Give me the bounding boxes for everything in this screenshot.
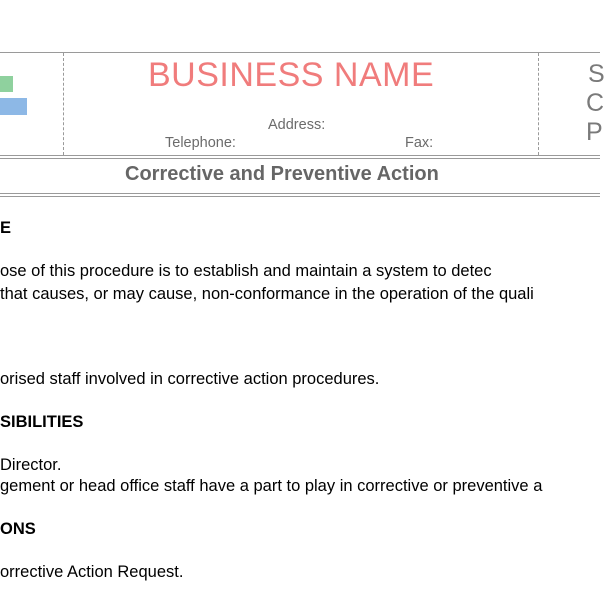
right-column-letter-2: C: [586, 89, 605, 117]
responsibilities-line-2: gement or head office staff have a part to play in corrective or preventive a: [0, 477, 543, 495]
header-divider-left: [63, 53, 64, 155]
right-column-letter-1: S: [588, 60, 605, 88]
title-top-border: [0, 158, 600, 159]
purpose-heading: E: [0, 219, 12, 237]
header-divider-right: [538, 53, 539, 155]
address-label: Address:: [268, 117, 326, 133]
purpose-line-2: that causes, or may cause, non-conformance in the operation of the quali: [0, 285, 534, 303]
responsibilities-heading: SIBILITIES: [0, 413, 84, 431]
purpose-line-1: ose of this procedure is to establish and maintain a system to detec: [0, 262, 492, 280]
logo-bar-blue: [0, 98, 27, 115]
header-bottom-border: [0, 155, 600, 156]
title-bottom-border-double: [0, 196, 600, 197]
title-bottom-border: [0, 193, 600, 194]
telephone-label: Telephone:: [165, 135, 236, 151]
document-title: Corrective and Preventive Action: [125, 163, 439, 185]
right-column-letter-3: P: [586, 118, 603, 146]
responsibilities-line-1: Director.: [0, 456, 62, 474]
header-top-border: [0, 52, 600, 53]
definitions-line-1: orrective Action Request.: [0, 563, 184, 581]
logo-bar-green: [0, 76, 13, 92]
business-name: BUSINESS NAME: [148, 56, 435, 94]
scope-line-1: orised staff involved in corrective action procedures.: [0, 370, 380, 388]
definitions-heading: ONS: [0, 520, 36, 538]
fax-label: Fax:: [405, 135, 434, 151]
logo: [0, 76, 30, 118]
